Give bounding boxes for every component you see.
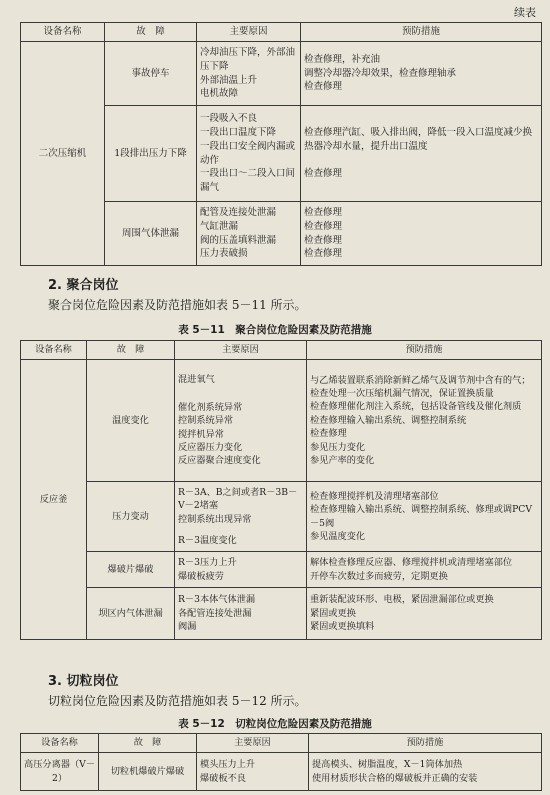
measure-item: 检查修理 xyxy=(304,248,343,260)
cause-item: 阀的压盖填料泄漏 xyxy=(200,234,277,246)
measure-item: 检查修理汽缸、吸入排出阀，降低一段入口温度减少换热器冷却水量，提升出口温度 xyxy=(304,126,533,152)
table-secondary-compressor xyxy=(20,22,542,266)
table-header-measure: 预防措施 xyxy=(307,341,542,360)
table-header-fault: 故 障 xyxy=(105,23,197,42)
table-measure-cell xyxy=(301,106,542,202)
cause-item: 各配管连接处泄漏 xyxy=(178,607,252,619)
measure-item: 检查修理 xyxy=(304,234,343,246)
table-header-device: 设备名称 xyxy=(21,23,105,42)
measure-item: 开停车次数过多而疲劳，定期更换 xyxy=(310,570,448,582)
measure-item: 提高模头、树脂温度，X－1筒体加热 xyxy=(312,759,463,771)
table-header-device: 设备名称 xyxy=(21,734,99,753)
table-device-cell: 二次压缩机 xyxy=(21,42,105,266)
cause-item: 爆破板不良 xyxy=(200,772,246,784)
table-caption: 表 5－11 聚合岗位危险因素及防范措施 xyxy=(178,324,372,336)
cause-item: 搅拌机异常 xyxy=(178,428,224,440)
table-cause-cell xyxy=(175,588,307,640)
measure-item: 检查修理 xyxy=(304,206,343,218)
cause-item: R－3温度变化 xyxy=(178,534,237,546)
cause-item: 控制系统出现异常 xyxy=(178,513,252,525)
measure-item: 重新装配波环形、电极，紧固泄漏部位或更换 xyxy=(310,594,494,606)
section-paragraph: 切粒岗位危险因素及防范措施如表 5－12 所示。 xyxy=(48,694,307,708)
cause-item: 电机故障 xyxy=(200,88,239,100)
table-cause-cell xyxy=(197,753,309,791)
cause-item: 冷却油压下降，外部油压下降 xyxy=(200,46,296,72)
measure-item: 检查修理催化剂注入系统，包括设备管线及催化剂质 xyxy=(310,401,522,413)
table-caption: 表 5－12 切粒岗位危险因素及防范措施 xyxy=(178,718,372,730)
table-measure-cell xyxy=(307,360,542,482)
table-fault-cell: 切粒机爆破片爆破 xyxy=(99,753,197,791)
measure-item: 参见温度变化 xyxy=(310,530,366,542)
cause-item: R－3本体气体泄漏 xyxy=(178,594,256,606)
table-measure-cell xyxy=(307,552,542,588)
table-cause-cell xyxy=(197,202,301,266)
cause-item: 催化剂系统异常 xyxy=(178,401,243,413)
measure-item: 检查修理 xyxy=(310,428,347,440)
continued-label: 续表 xyxy=(514,6,536,19)
table-fault-cell: 1段排出压力下降 xyxy=(105,106,197,202)
cause-item: R－3压力上升 xyxy=(178,557,237,569)
measure-item: 检查修理输入输出系统、调整控制系统、修理或调PCV－5阀 xyxy=(310,504,532,529)
table-measure-cell xyxy=(309,753,542,791)
table-fault-cell: 周围气体泄漏 xyxy=(105,202,197,266)
measure-item: 紧固或更换 xyxy=(310,607,356,619)
table-measure-cell xyxy=(301,42,542,106)
table-cause-cell xyxy=(175,482,307,552)
cause-item: 气缸泄漏 xyxy=(200,220,239,232)
table-fault-cell: 事故停车 xyxy=(105,42,197,106)
cause-item: 外部油温上升 xyxy=(200,74,258,86)
cause-item: 压力表破损 xyxy=(200,248,248,260)
measure-item: 参见压力变化 xyxy=(310,441,366,453)
measure-item: 检查修理输入输出系统、调整控制系统 xyxy=(310,414,467,426)
table-device-cell: 高压分离器（V－2） xyxy=(21,753,99,791)
measure-item: 紧固或更换填料 xyxy=(310,621,375,633)
table-cause-cell xyxy=(197,42,301,106)
cause-item: 配管及连接处泄漏 xyxy=(200,206,277,218)
section-paragraph: 聚合岗位危险因素及防范措施如表 5－11 所示。 xyxy=(48,298,307,312)
section-heading: 2. 聚合岗位 xyxy=(48,278,119,293)
table-header-cause: 主要原因 xyxy=(197,23,301,42)
table-header-fault: 故 障 xyxy=(99,734,197,753)
table-header-measure: 预防措施 xyxy=(301,23,542,42)
cause-item: 反应器压力变化 xyxy=(178,441,243,453)
cause-item: 一段出口安全阀内漏或动作 xyxy=(200,140,296,166)
table-fault-cell: 爆破片爆破 xyxy=(87,552,175,588)
cause-item: 爆破板疲劳 xyxy=(178,570,224,582)
table-measure-cell xyxy=(301,202,542,266)
measure-item: 使用材质形状合格的爆破板并正确的安装 xyxy=(312,772,478,784)
cause-item: 一段吸入不良 xyxy=(200,113,258,125)
table-pelletizing xyxy=(20,733,542,791)
table-measure-cell xyxy=(307,482,542,552)
table-cause-cell xyxy=(175,360,307,482)
measure-item: 检查修理 xyxy=(304,81,343,93)
measure-item: 检查修理 xyxy=(304,168,343,180)
table-fault-cell: 温度变化 xyxy=(87,360,175,482)
section-heading: 3. 切粒岗位 xyxy=(48,674,119,689)
measure-item: 与乙烯装置联系消除新鲜乙烯气及调节剂中含有的气；检查处理一次压缩机漏气情况，保证置换质量 xyxy=(310,374,531,400)
measure-item: 解体检查修理反应器、修理搅拌机或清理堵塞部位 xyxy=(310,557,513,569)
measure-item: 参见产率的变化 xyxy=(310,454,375,466)
cause-item: 一段出口～二段入口间漏气 xyxy=(200,168,296,194)
table-polymerization xyxy=(20,340,542,640)
measure-item: 检查修理 xyxy=(304,220,343,232)
measure-item: 调整冷却器冷却效果，检查修理轴承 xyxy=(304,67,457,79)
table-header-measure: 预防措施 xyxy=(309,734,542,753)
table-header-cause: 主要原因 xyxy=(197,734,309,753)
cause-item: 模头压力上升 xyxy=(200,759,256,771)
cause-item: R－3A、B之间或者R－3B－V－2堵塞 xyxy=(178,486,298,512)
table-header-cause: 主要原因 xyxy=(175,341,307,360)
table-header-device: 设备名称 xyxy=(21,341,87,360)
table-cause-cell xyxy=(175,552,307,588)
cause-item: 混进氧气 xyxy=(178,374,215,386)
table-fault-cell: 坝区内气体泄漏 xyxy=(87,588,175,640)
table-measure-cell xyxy=(307,588,542,640)
table-fault-cell: 压力变动 xyxy=(87,482,175,552)
cause-item: 反应器聚合速度变化 xyxy=(178,455,261,467)
table-header-fault: 故 障 xyxy=(87,341,175,360)
measure-item: 检查修理，补充油 xyxy=(304,53,381,65)
measure-item: 检查修理搅拌机及清理堵塞部位 xyxy=(310,490,439,502)
table-device-cell: 反应釜 xyxy=(21,360,87,640)
cause-item: 控制系统异常 xyxy=(178,415,234,427)
cause-item: 阀漏 xyxy=(178,621,197,633)
cause-item: 一段出口温度下降 xyxy=(200,126,277,138)
table-cause-cell xyxy=(197,106,301,202)
